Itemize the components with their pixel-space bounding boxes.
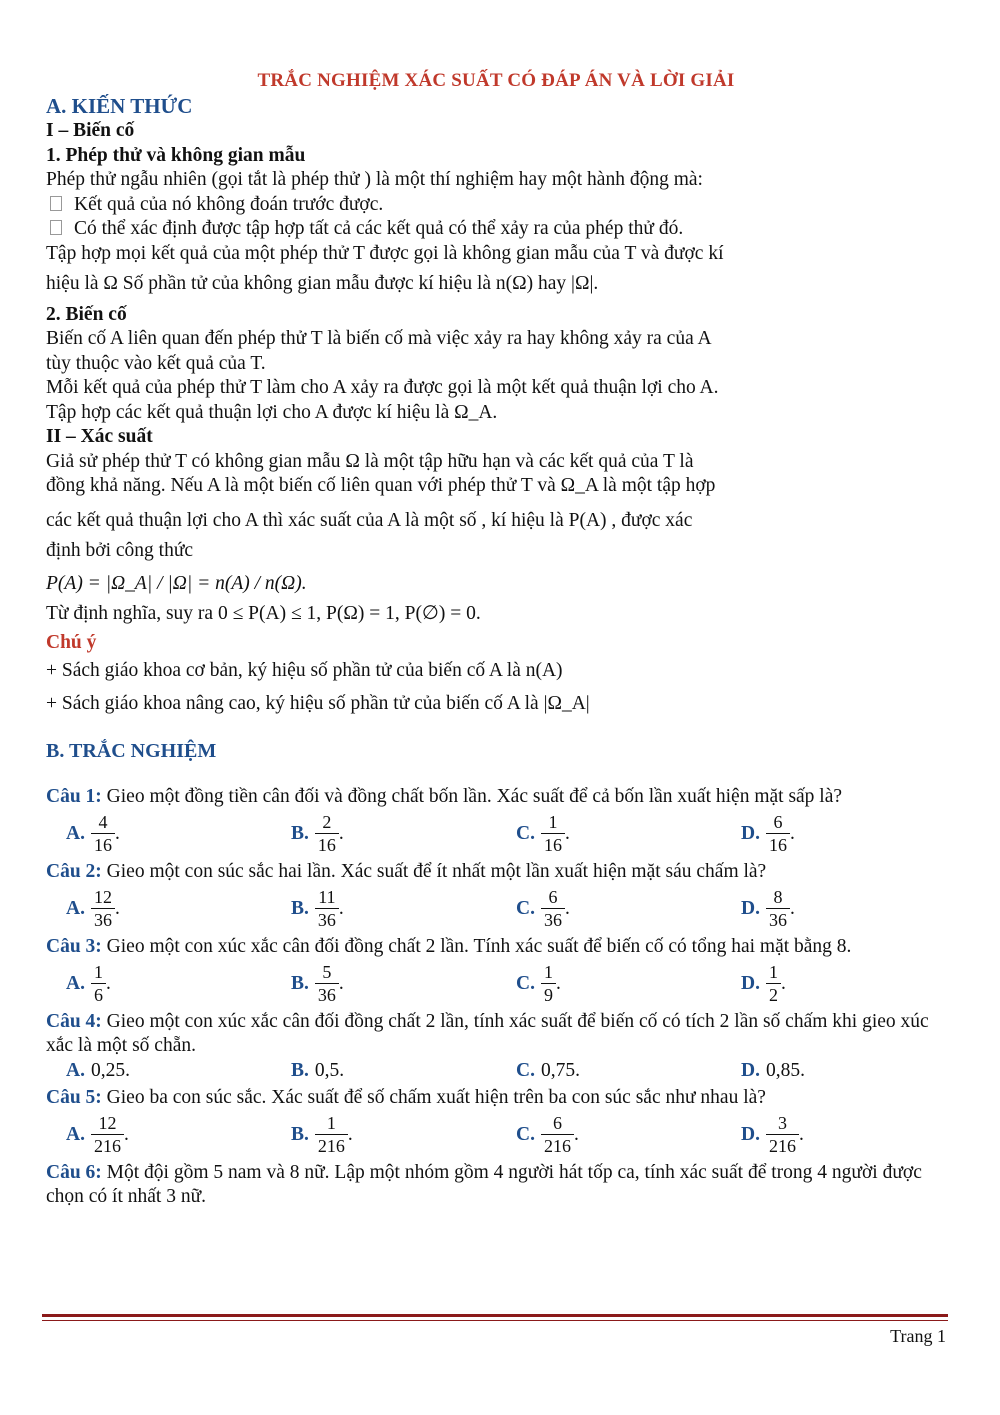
answer-options	[46, 1060, 946, 1082]
option-letter: D.	[741, 972, 760, 994]
answer-option[interactable]	[46, 1112, 271, 1157]
question-label: Câu 1:	[46, 786, 102, 807]
option-letter: C.	[516, 822, 535, 844]
bullet-box-icon	[50, 220, 62, 235]
fraction-numerator: 1	[548, 812, 558, 832]
period: .	[338, 897, 344, 919]
fraction-numerator: 4	[98, 812, 108, 832]
question-4	[46, 1010, 946, 1058]
question-1	[46, 785, 946, 809]
bullet-box-icon	[50, 196, 62, 211]
paragraph-2b: hiệu là Ω Số phần tử của không gian mẫu được kí hiệu là n(Ω) hay |Ω|.	[46, 273, 599, 294]
option-letter: C.	[516, 972, 535, 994]
question-label: Câu 5:	[46, 1087, 102, 1108]
answer-option[interactable]	[496, 961, 721, 1006]
option-fraction	[541, 811, 565, 856]
option-letter: D.	[741, 897, 760, 919]
question-label: Câu 4:	[46, 1011, 102, 1032]
fraction-numerator: 8	[773, 887, 783, 907]
fraction-denominator: 16	[766, 833, 790, 856]
period: .	[789, 897, 795, 919]
option-fraction	[766, 886, 790, 931]
period: .	[123, 1123, 129, 1145]
answer-option[interactable]	[721, 1112, 946, 1157]
question-6	[46, 1161, 946, 1209]
option-fraction	[91, 1112, 124, 1157]
fraction-denominator: 36	[766, 908, 790, 931]
question-label: Câu 3:	[46, 936, 102, 957]
answer-options	[46, 961, 946, 1006]
option-fraction	[541, 886, 565, 931]
answer-options	[46, 811, 946, 856]
option-fraction	[766, 961, 781, 1006]
period: .	[564, 897, 570, 919]
fraction-denominator: 36	[91, 908, 115, 931]
question-text: Gieo ba con súc sắc. Xác suất để số chấm xuất hiện trên ba con súc sắc như nhau là?	[101, 1087, 766, 1108]
question-2	[46, 860, 946, 884]
period: .	[347, 1123, 353, 1145]
answer-options	[46, 1112, 946, 1157]
fraction-denominator: 216	[315, 1134, 348, 1157]
option-fraction	[766, 811, 790, 856]
option-value: 0,5.	[314, 1060, 345, 1081]
fraction-numerator: 1	[543, 962, 553, 982]
fraction-numerator: 12	[93, 887, 112, 907]
section-b-heading: B. TRẮC NGHIỆM	[46, 740, 217, 762]
answer-option[interactable]	[496, 1112, 721, 1157]
fraction-denominator: 36	[541, 908, 565, 931]
period: .	[338, 822, 344, 844]
period: .	[573, 1123, 579, 1145]
question-label: Câu 6:	[46, 1162, 102, 1183]
note-heading: Chú ý	[46, 631, 97, 653]
option-fraction	[91, 961, 106, 1006]
heading-1: 1. Phép thử và không gian mẫu	[46, 144, 306, 166]
paragraph-4: Mỗi kết quả của phép thử T làm cho A xảy ra được gọi là một kết quả thuận lợi cho A.	[46, 377, 719, 398]
answer-option[interactable]	[271, 1060, 496, 1082]
option-letter: C.	[516, 897, 535, 919]
fraction-denominator: 6	[91, 983, 106, 1006]
answer-option[interactable]	[721, 1060, 946, 1082]
answer-option[interactable]	[271, 1112, 496, 1157]
fraction-numerator: 1	[93, 962, 103, 982]
fraction-denominator: 36	[315, 908, 339, 931]
fraction-denominator: 16	[541, 833, 565, 856]
option-letter: B.	[291, 1060, 309, 1081]
answer-option[interactable]	[496, 1060, 721, 1082]
question-3	[46, 935, 946, 959]
answer-option[interactable]	[46, 811, 271, 856]
fraction-denominator: 36	[315, 983, 339, 1006]
option-fraction	[91, 811, 115, 856]
option-letter: C.	[516, 1123, 535, 1145]
option-fraction	[315, 886, 339, 931]
paragraph-3a: Biến cố A liên quan đến phép thử T là biến cố mà việc xảy ra hay không xảy ra của A	[46, 328, 712, 349]
option-fraction	[541, 1112, 574, 1157]
option-value: 0,85.	[765, 1060, 805, 1081]
option-letter: B.	[291, 972, 309, 994]
fraction-denominator: 216	[541, 1134, 574, 1157]
option-fraction	[315, 1112, 348, 1157]
fraction-numerator: 12	[98, 1113, 117, 1133]
option-letter: B.	[291, 897, 309, 919]
question-text: Một đội gồm 5 nam và 8 nữ. Lập một nhóm gồm 4 người hát tốp ca, tính xác suất để trong 4 người được chọn có ít nhất 3 nữ.	[46, 1162, 922, 1207]
option-letter: A.	[66, 897, 85, 919]
fraction-denominator: 9	[541, 983, 556, 1006]
answer-option[interactable]	[496, 886, 721, 931]
fraction-denominator: 2	[766, 983, 781, 1006]
fraction-numerator: 5	[322, 962, 332, 982]
bullet-2: Có thể xác định được tập hợp tất cả các kết quả có thể xảy ra của phép thử đó.	[46, 217, 946, 242]
fraction-numerator: 2	[322, 812, 332, 832]
question-text: Gieo một con súc sắc hai lần. Xác suất để ít nhất một lần xuất hiện mặt sáu chấm là?	[101, 861, 767, 882]
heading-2: 2. Biến cố	[46, 303, 127, 325]
option-fraction	[315, 811, 339, 856]
part-2-heading: II – Xác suất	[46, 426, 153, 447]
probability-formula: P(A) = |Ω_A| / |Ω| = n(A) / n(Ω).	[46, 572, 307, 594]
answer-option[interactable]	[271, 961, 496, 1006]
footer-divider	[42, 1314, 948, 1321]
option-letter: A.	[66, 822, 85, 844]
fraction-numerator: 1	[326, 1113, 336, 1133]
question-list	[46, 785, 946, 1209]
fraction-numerator: 6	[552, 1113, 562, 1133]
paragraph-6c: các kết quả thuận lợi cho A thì xác suất của A là một số , kí hiệu là P(A) , được xác	[46, 509, 693, 531]
option-value: 0,25.	[90, 1060, 130, 1081]
section-a-heading: A. KIẾN THỨC	[46, 94, 193, 118]
period: .	[798, 1123, 804, 1145]
period: .	[789, 822, 795, 844]
option-fraction	[541, 961, 556, 1006]
answer-options	[46, 886, 946, 931]
option-letter: D.	[741, 1060, 760, 1081]
question-label: Câu 2:	[46, 861, 102, 882]
option-letter: A.	[66, 1123, 85, 1145]
paragraph-7: Từ định nghĩa, suy ra 0 ≤ P(A) ≤ 1, P(Ω) = 1, P(∅) = 0.	[46, 603, 481, 624]
note-1: + Sách giáo khoa cơ bản, ký hiệu số phần tử của biến cố A là n(A)	[46, 660, 563, 681]
document-title: TRẮC NGHIỆM XÁC SUẤT CÓ ĐÁP ÁN VÀ LỜI GIẢI	[257, 70, 735, 91]
answer-option[interactable]	[496, 811, 721, 856]
period: .	[105, 972, 111, 994]
bullet-1: Kết quả của nó không đoán trước được.	[46, 193, 946, 218]
period: .	[564, 822, 570, 844]
option-fraction	[766, 1112, 799, 1157]
question-text: Gieo một đồng tiền cân đối và đồng chất bốn lần. Xác suất để cả bốn lần xuất hiện mặt sấp là?	[101, 786, 843, 807]
part-1-heading: I – Biến cố	[46, 120, 135, 141]
option-letter: A.	[66, 1060, 85, 1081]
period: .	[114, 822, 120, 844]
option-fraction	[91, 886, 115, 931]
paragraph-2a: Tập hợp mọi kết quả của một phép thử T được gọi là không gian mẫu của T và được kí	[46, 242, 724, 264]
answer-option[interactable]	[46, 886, 271, 931]
answer-option[interactable]	[721, 961, 946, 1006]
period: .	[114, 897, 120, 919]
fraction-numerator: 6	[548, 887, 558, 907]
fraction-denominator: 16	[315, 833, 339, 856]
option-letter: C.	[516, 1060, 535, 1081]
answer-option[interactable]	[46, 1060, 271, 1082]
question-text: Gieo một con xúc xắc cân đối đồng chất 2 lần, tính xác suất để biến cố có tích 2 lần số chấm khi gieo xúc xắc là một số chẵn.	[46, 1011, 929, 1056]
fraction-denominator: 216	[766, 1134, 799, 1157]
fraction-denominator: 216	[91, 1134, 124, 1157]
fraction-numerator: 6	[773, 812, 783, 832]
page-number: Trang 1	[890, 1326, 946, 1346]
fraction-numerator: 11	[318, 887, 336, 907]
question-5	[46, 1086, 946, 1110]
period: .	[338, 972, 344, 994]
period: .	[555, 972, 561, 994]
period: .	[780, 972, 786, 994]
option-letter: D.	[741, 1123, 760, 1145]
note-2: + Sách giáo khoa nâng cao, ký hiệu số phần tử của biến cố A là |Ω_A|	[46, 692, 590, 714]
option-letter: D.	[741, 822, 760, 844]
option-letter: B.	[291, 1123, 309, 1145]
answer-option[interactable]	[721, 886, 946, 931]
answer-option[interactable]	[271, 811, 496, 856]
option-letter: B.	[291, 822, 309, 844]
fraction-denominator: 16	[91, 833, 115, 856]
answer-option[interactable]	[46, 961, 271, 1006]
fraction-numerator: 3	[777, 1113, 787, 1133]
fraction-numerator: 1	[768, 962, 778, 982]
option-fraction	[315, 961, 339, 1006]
paragraph-6a: Giả sử phép thử T có không gian mẫu Ω là một tập hữu hạn và các kết quả của T là	[46, 450, 694, 472]
option-letter: A.	[66, 972, 85, 994]
paragraph-6b: đồng khả năng. Nếu A là một biến cố liên quan với phép thử T và Ω_A là một tập hợp	[46, 475, 716, 496]
document-page	[46, 70, 946, 1209]
paragraph-5: Tập hợp các kết quả thuận lợi cho A được kí hiệu là Ω_A.	[46, 401, 498, 423]
paragraph-6d: định bởi công thức	[46, 540, 194, 561]
paragraph-1: Phép thử ngẫu nhiên (gọi tắt là phép thử ) là một thí nghiệm hay một hành động mà:	[46, 169, 703, 190]
option-value: 0,75.	[540, 1060, 580, 1081]
paragraph-3b: tùy thuộc vào kết quả của T.	[46, 352, 266, 374]
question-text: Gieo một con xúc xắc cân đối đồng chất 2 lần. Tính xác suất để biến cố có tổng hai mặt bằng 8.	[101, 936, 852, 957]
answer-option[interactable]	[271, 886, 496, 931]
answer-option[interactable]	[721, 811, 946, 856]
